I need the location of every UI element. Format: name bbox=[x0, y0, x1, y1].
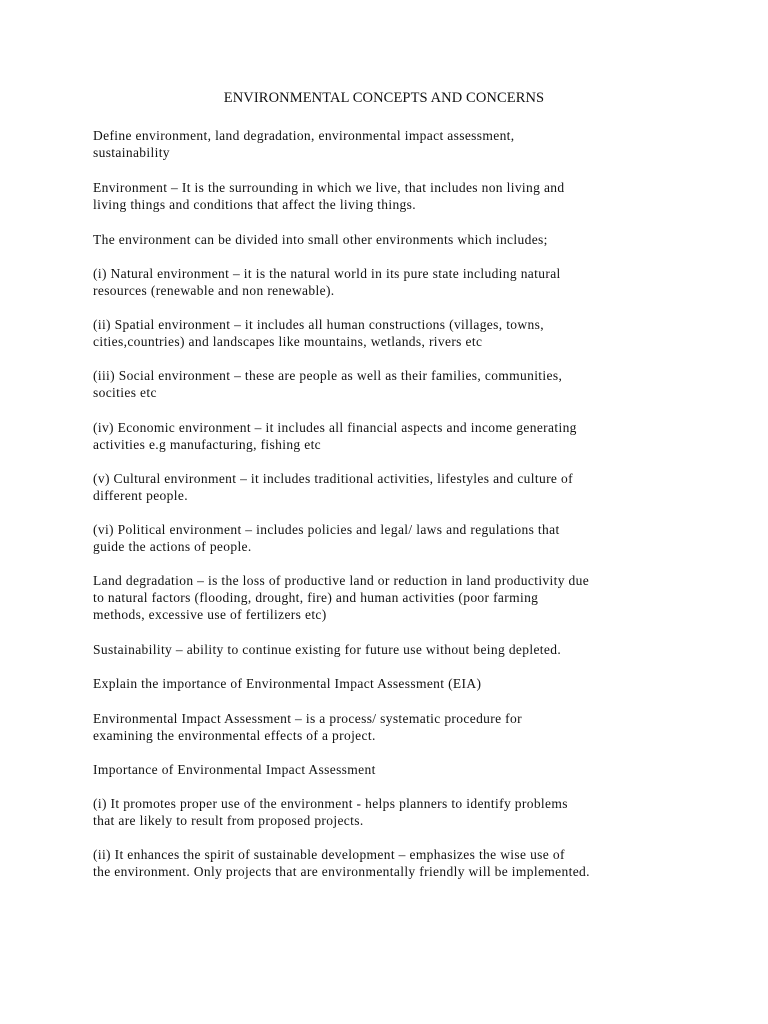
paragraph-eia-definition bbox=[93, 710, 683, 744]
paragraph-line: activities e.g manufacturing, fishing etc bbox=[93, 437, 322, 452]
paragraph-line: resources (renewable and non renewable). bbox=[93, 283, 335, 298]
paragraph-environment bbox=[93, 179, 683, 213]
paragraph-economic bbox=[93, 419, 683, 453]
paragraph-line: socities etc bbox=[93, 385, 157, 400]
paragraph-importance-i bbox=[93, 795, 683, 829]
paragraph-line: different people. bbox=[93, 488, 188, 503]
paragraph-land-degradation bbox=[93, 572, 683, 623]
paragraph-divided bbox=[93, 231, 683, 248]
paragraph-line: methods, excessive use of fertilizers etc) bbox=[93, 607, 327, 622]
paragraph-line: The environment can be divided into small other environments which includes; bbox=[93, 232, 548, 247]
paragraph-line: Explain the importance of Environmental Impact Assessment (EIA) bbox=[93, 676, 482, 691]
paragraph-explain-eia bbox=[93, 675, 683, 692]
paragraph-political bbox=[93, 521, 683, 555]
paragraph-line: guide the actions of people. bbox=[93, 539, 252, 554]
paragraph-line: Land degradation – is the loss of productive land or reduction in land productivity due bbox=[93, 573, 590, 588]
paragraph-line: (i) Natural environment – it is the natural world in its pure state including natural bbox=[93, 266, 561, 281]
paragraph-line: (iv) Economic environment – it includes all financial aspects and income generating bbox=[93, 420, 577, 435]
paragraph-line: sustainability bbox=[93, 145, 170, 160]
paragraph-define bbox=[93, 127, 683, 161]
paragraph-importance-heading bbox=[93, 761, 683, 778]
paragraph-line: the environment. Only projects that are environmentally friendly will be implemented. bbox=[93, 864, 590, 879]
paragraph-cultural bbox=[93, 470, 683, 504]
paragraph-line: Environment – It is the surrounding in which we live, that includes non living and bbox=[93, 180, 565, 195]
paragraph-line: (iii) Social environment – these are people as well as their families, communities, bbox=[93, 368, 563, 383]
paragraph-line: Sustainability – ability to continue existing for future use without being depleted. bbox=[93, 642, 562, 657]
paragraph-line: (v) Cultural environment – it includes traditional activities, lifestyles and culture of bbox=[93, 471, 573, 486]
paragraph-sustainability bbox=[93, 641, 683, 658]
paragraph-line: (vi) Political environment – includes policies and legal/ laws and regulations that bbox=[93, 522, 560, 537]
paragraph-line: examining the environmental effects of a project. bbox=[93, 728, 376, 743]
paragraph-social bbox=[93, 367, 683, 401]
paragraph-line: that are likely to result from proposed projects. bbox=[93, 813, 364, 828]
paragraph-importance-ii bbox=[93, 846, 683, 880]
paragraph-line: to natural factors (flooding, drought, fire) and human activities (poor farming bbox=[93, 590, 539, 605]
paragraph-line: (i) It promotes proper use of the environment - helps planners to identify problems bbox=[93, 796, 568, 811]
page-title: ENVIRONMENTAL CONCEPTS AND CONCERNS bbox=[223, 90, 545, 106]
paragraph-line: living things and conditions that affect the living things. bbox=[93, 197, 416, 212]
paragraph-line: Define environment, land degradation, environmental impact assessment, bbox=[93, 128, 515, 143]
paragraph-line: Environmental Impact Assessment – is a process/ systematic procedure for bbox=[93, 711, 522, 726]
paragraph-line: cities,countries) and landscapes like mountains, wetlands, rivers etc bbox=[93, 334, 483, 349]
paragraph-line: (ii) Spatial environment – it includes all human constructions (villages, towns, bbox=[93, 317, 544, 332]
paragraph-spatial bbox=[93, 316, 683, 350]
paragraph-natural bbox=[93, 265, 683, 299]
paragraph-line: Importance of Environmental Impact Assessment bbox=[93, 762, 376, 777]
paragraph-line: (ii) It enhances the spirit of sustainable development – emphasizes the wise use of bbox=[93, 847, 565, 862]
